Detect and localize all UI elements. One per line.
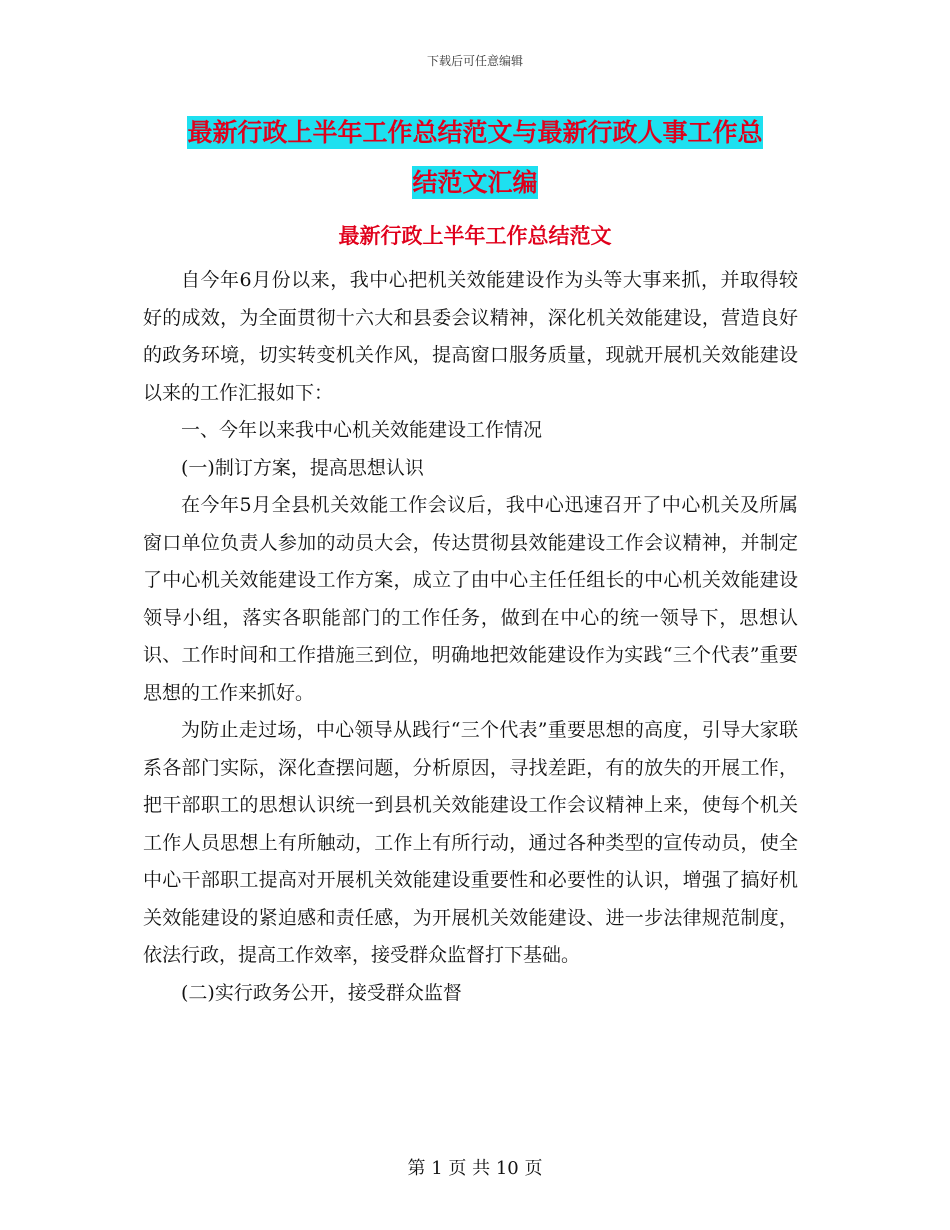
document-body bbox=[143, 262, 798, 1012]
document-title bbox=[140, 108, 810, 208]
page-number-footer: 第 1 页 共 10 页 bbox=[407, 1158, 543, 1179]
paragraph: (一)制订方案，提高思想认识 bbox=[181, 456, 424, 479]
document-title-line-1: 最新行政上半年工作总结范文与最新行政人事工作总 bbox=[187, 118, 763, 147]
paragraph: 自今年6月份以来，我中心把机关效能建设作为头等大事来抓，并取得较好的成效，为全面贯彻十六大和县委会议精神，深化机关效能建设，营造良好的政务环境，切实转变机关作风，提高窗口服务质量，现就开展机关效能建设以来的工作汇报如下： bbox=[143, 269, 798, 404]
header-note: 下载后可任意编辑 bbox=[426, 54, 523, 68]
document-title-line-2: 结范文汇编 bbox=[412, 168, 538, 197]
paragraph: (二)实行政务公开，接受群众监督 bbox=[181, 981, 462, 1004]
paragraph: 一、今年以来我中心机关效能建设工作情况 bbox=[181, 419, 543, 441]
paragraph: 在今年5月全县机关效能工作会议后，我中心迅速召开了中心机关及所属窗口单位负责人参加的动员大会，传达贯彻县效能建设工作会议精神，并制定了中心机关效能建设工作方案，成立了由中心主任任组长的中心机关效能建设领导小组，落实各职能部门的工作任务，做到在中心的统一领导下，思想认识、工作时间和工作措施三到位，明确地把效能建设作为实践“三个代表”重要思想的工作来抓好。 bbox=[143, 494, 798, 704]
section-title: 最新行政上半年工作总结范文 bbox=[338, 224, 612, 248]
paragraph: 为防止走过场，中心领导从践行“三个代表”重要思想的高度，引导大家联系各部门实际，深化查摆问题，分析原因，寻找差距，有的放失的开展工作，把干部职工的思想认识统一到县机关效能建设工作会议精神上来，使每个机关工作人员思想上有所触动，工作上有所行动，通过各种类型的宣传动员，使全中心干部职工提高对开展机关效能建设重要性和必要性的认识，增强了搞好机关效能建设的紧迫感和责任感，为开展机关效能建设、进一步法律规范制度，依法行政，提高工作效率，接受群众监督打下基础。 bbox=[143, 719, 798, 966]
